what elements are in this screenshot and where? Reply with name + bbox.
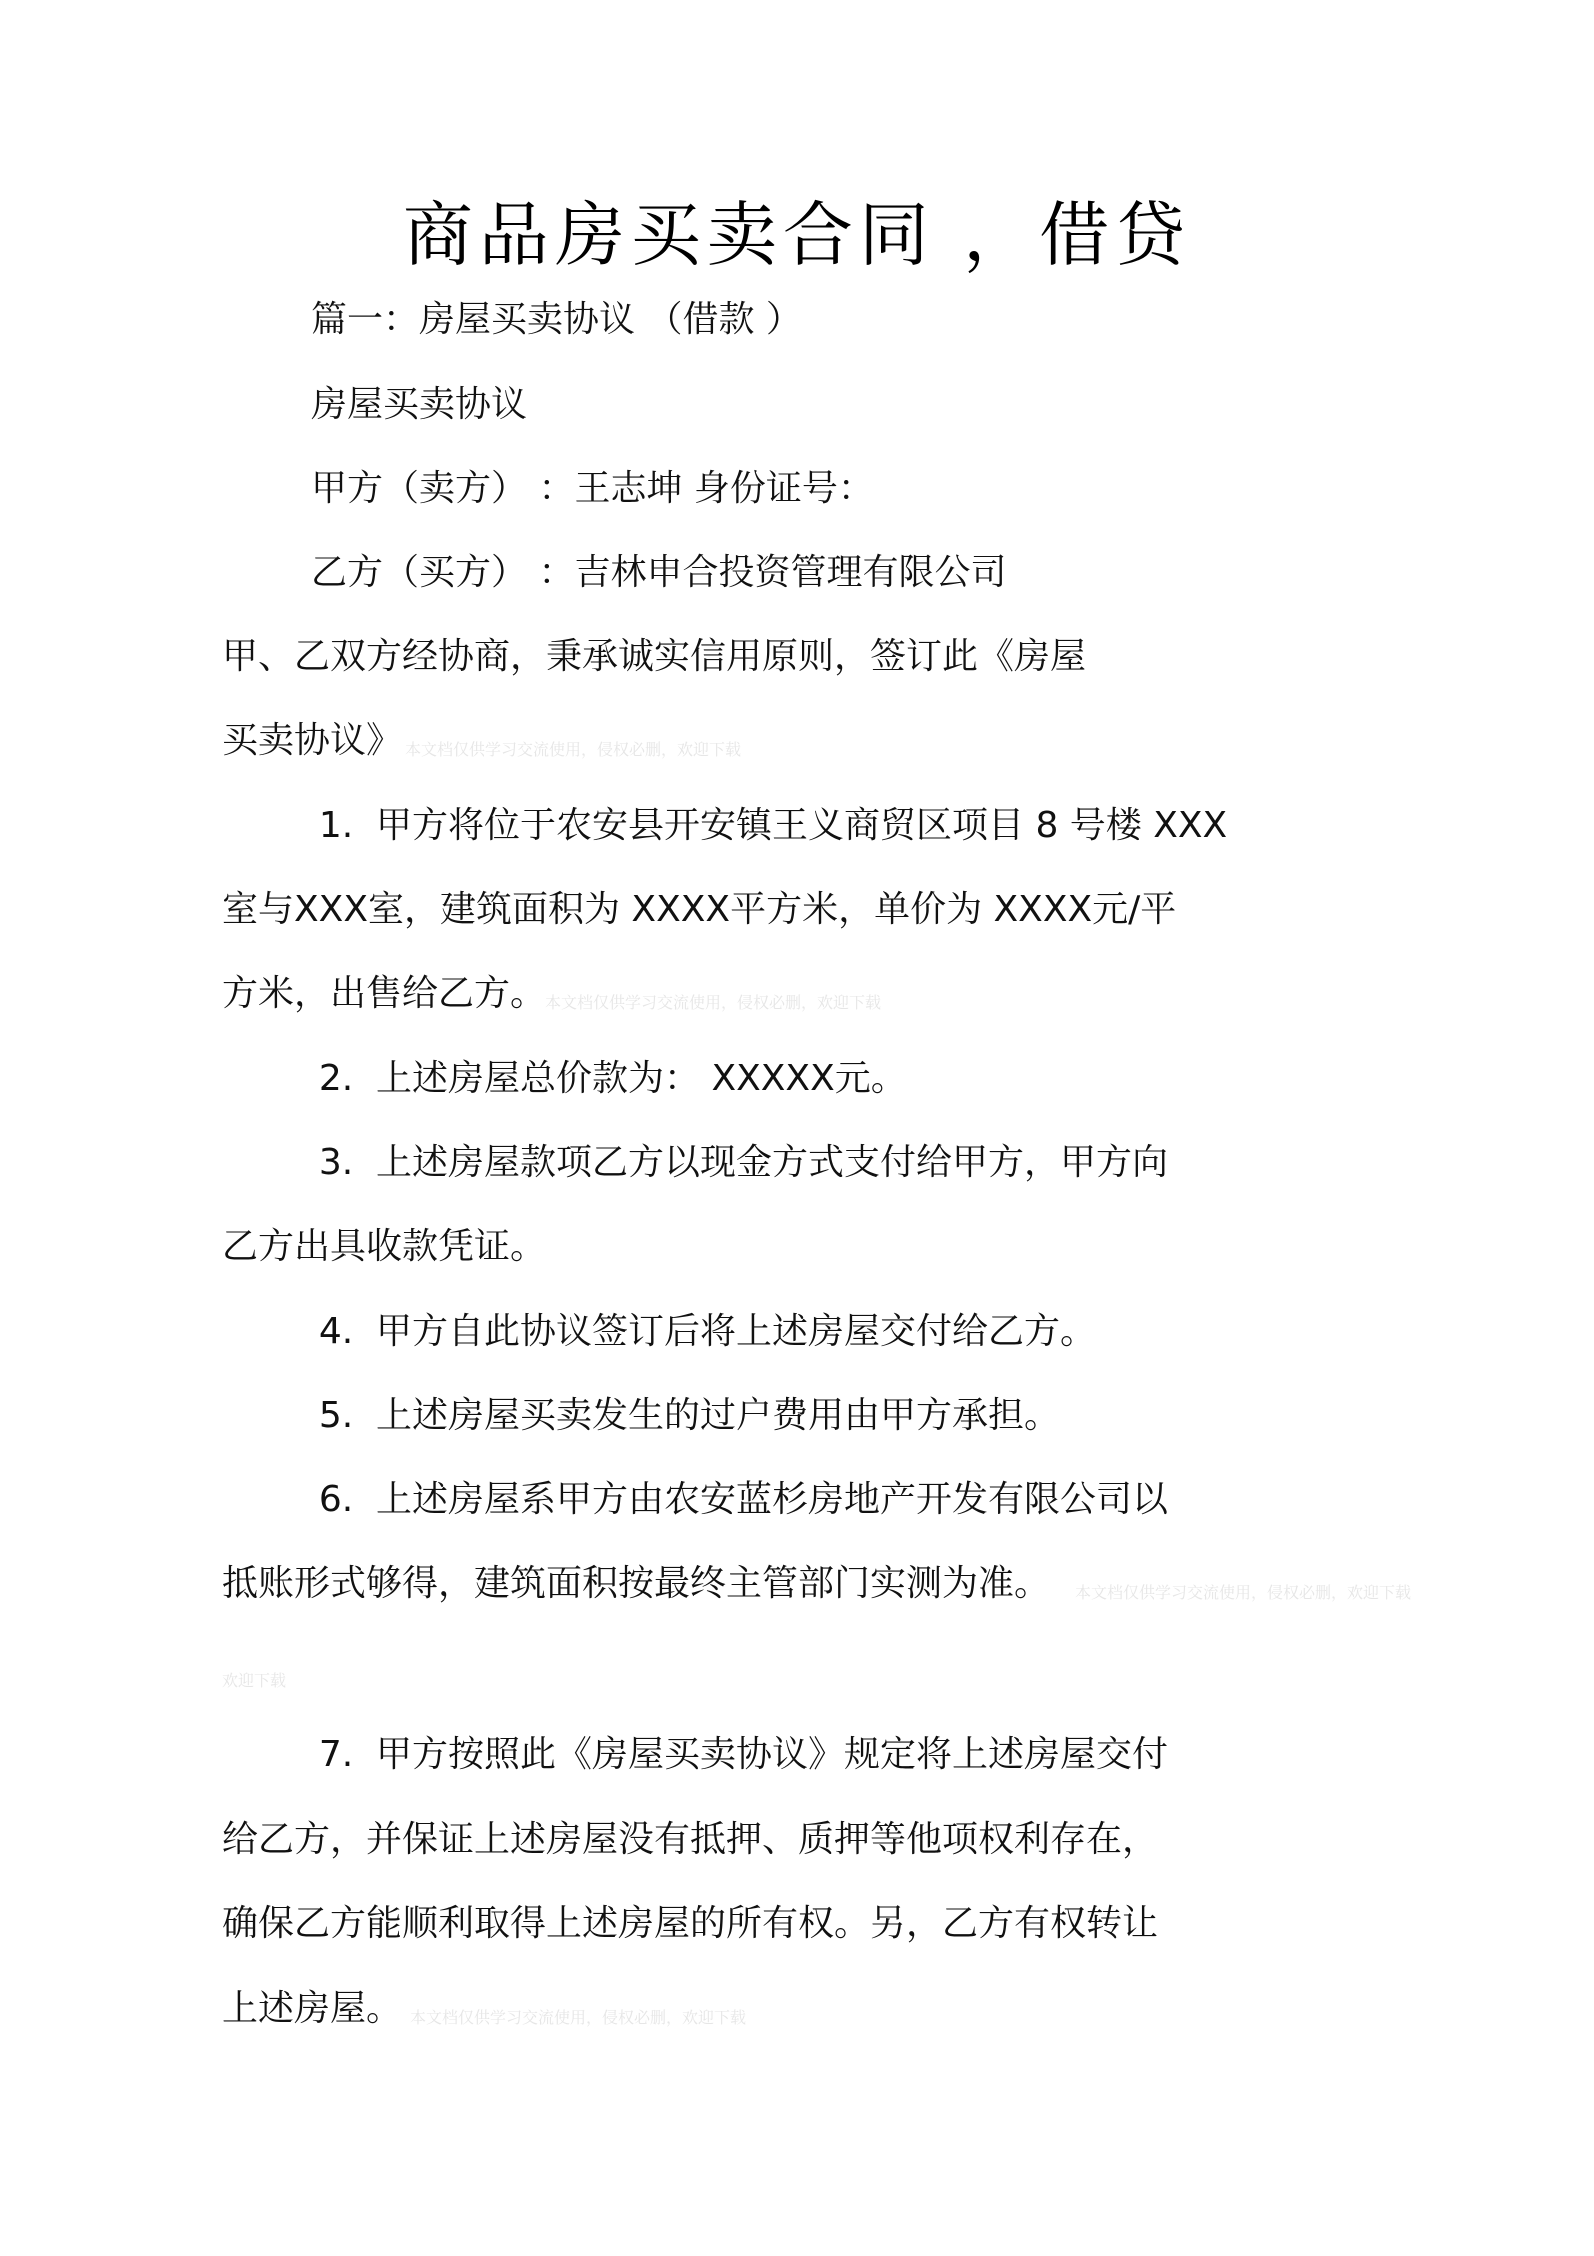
clause-line: 上述房屋系甲方由农安蓝杉房地产开发有限公司以 [376,1479,1169,1520]
clause-line: 上述房屋。 [222,1988,403,2029]
watermark-text: 本文档仅供学习交流使用，侵权必删，欢迎下载 [405,740,742,759]
clause-number: 7. [318,1734,354,1775]
watermark-text: 本文档仅供学习交流使用，侵权必删，欢迎下载 [410,2008,747,2027]
clause-line: 甲方按照此《房屋买卖协议》规定将上述房屋交付 [376,1734,1169,1775]
watermark-text: 本文档仅供学习交流使用，侵权必删，欢迎下载 [1075,1583,1412,1602]
agreement-title: 房屋买卖协议 [311,384,528,425]
clause-number: 1. [318,805,354,846]
clause-number: 3. [318,1142,354,1183]
section-heading: 篇一：房屋买卖协议 （借款 ） [311,299,802,340]
clause-line: 确保乙方能顺利取得上述房屋的所有权。另，乙方有权转让 [222,1903,1159,1944]
clause-line: 乙方出具收款凭证。 [222,1226,547,1267]
clause-number: 6. [318,1479,354,1520]
clause-line: 甲方将位于农安县开安镇王义商贸区项目 8 号楼 XXX [376,805,1228,846]
clause-number: 2. [318,1058,354,1099]
clause-line: 方米，出售给乙方。 [222,973,547,1014]
document-title: 商品房买卖合同 ，借贷 [402,194,1192,276]
clause-line: 上述房屋买卖发生的过户费用由甲方承担。 [376,1395,1061,1436]
clause-number: 5. [318,1395,354,1436]
clause-line: 室与XXX室，建筑面积为 XXXX平方米，单价为 XXXX元/平 [222,889,1177,930]
intro-line-1: 甲、乙双方经协商，秉承诚实信用原则，签订此《房屋 [222,636,1087,677]
clause-line: 甲方自此协议签订后将上述房屋交付给乙方。 [376,1311,1097,1352]
intro-line-2: 买卖协议》 [222,720,403,761]
watermark-text: 本文档仅供学习交流使用，侵权必删，欢迎下载 [545,993,882,1012]
watermark-text: 欢迎下载 [222,1671,287,1690]
clause-line: 给乙方，并保证上述房屋没有抵押、质押等他项权利存在， [222,1819,1159,1860]
clause-number: 4. [318,1311,354,1352]
party-a-line: 甲方（卖方） ：王志坤 身份证号： [311,468,874,509]
clause-line: 上述房屋款项乙方以现金方式支付给甲方，甲方向 [376,1142,1169,1183]
clause-line: 上述房屋总价款为： XXXXX元。 [376,1058,907,1099]
party-b-line: 乙方（买方） ：吉林申合投资管理有限公司 [311,552,1007,593]
clause-line: 抵账形式够得，建筑面积按最终主管部门实测为准。 [222,1563,1051,1604]
